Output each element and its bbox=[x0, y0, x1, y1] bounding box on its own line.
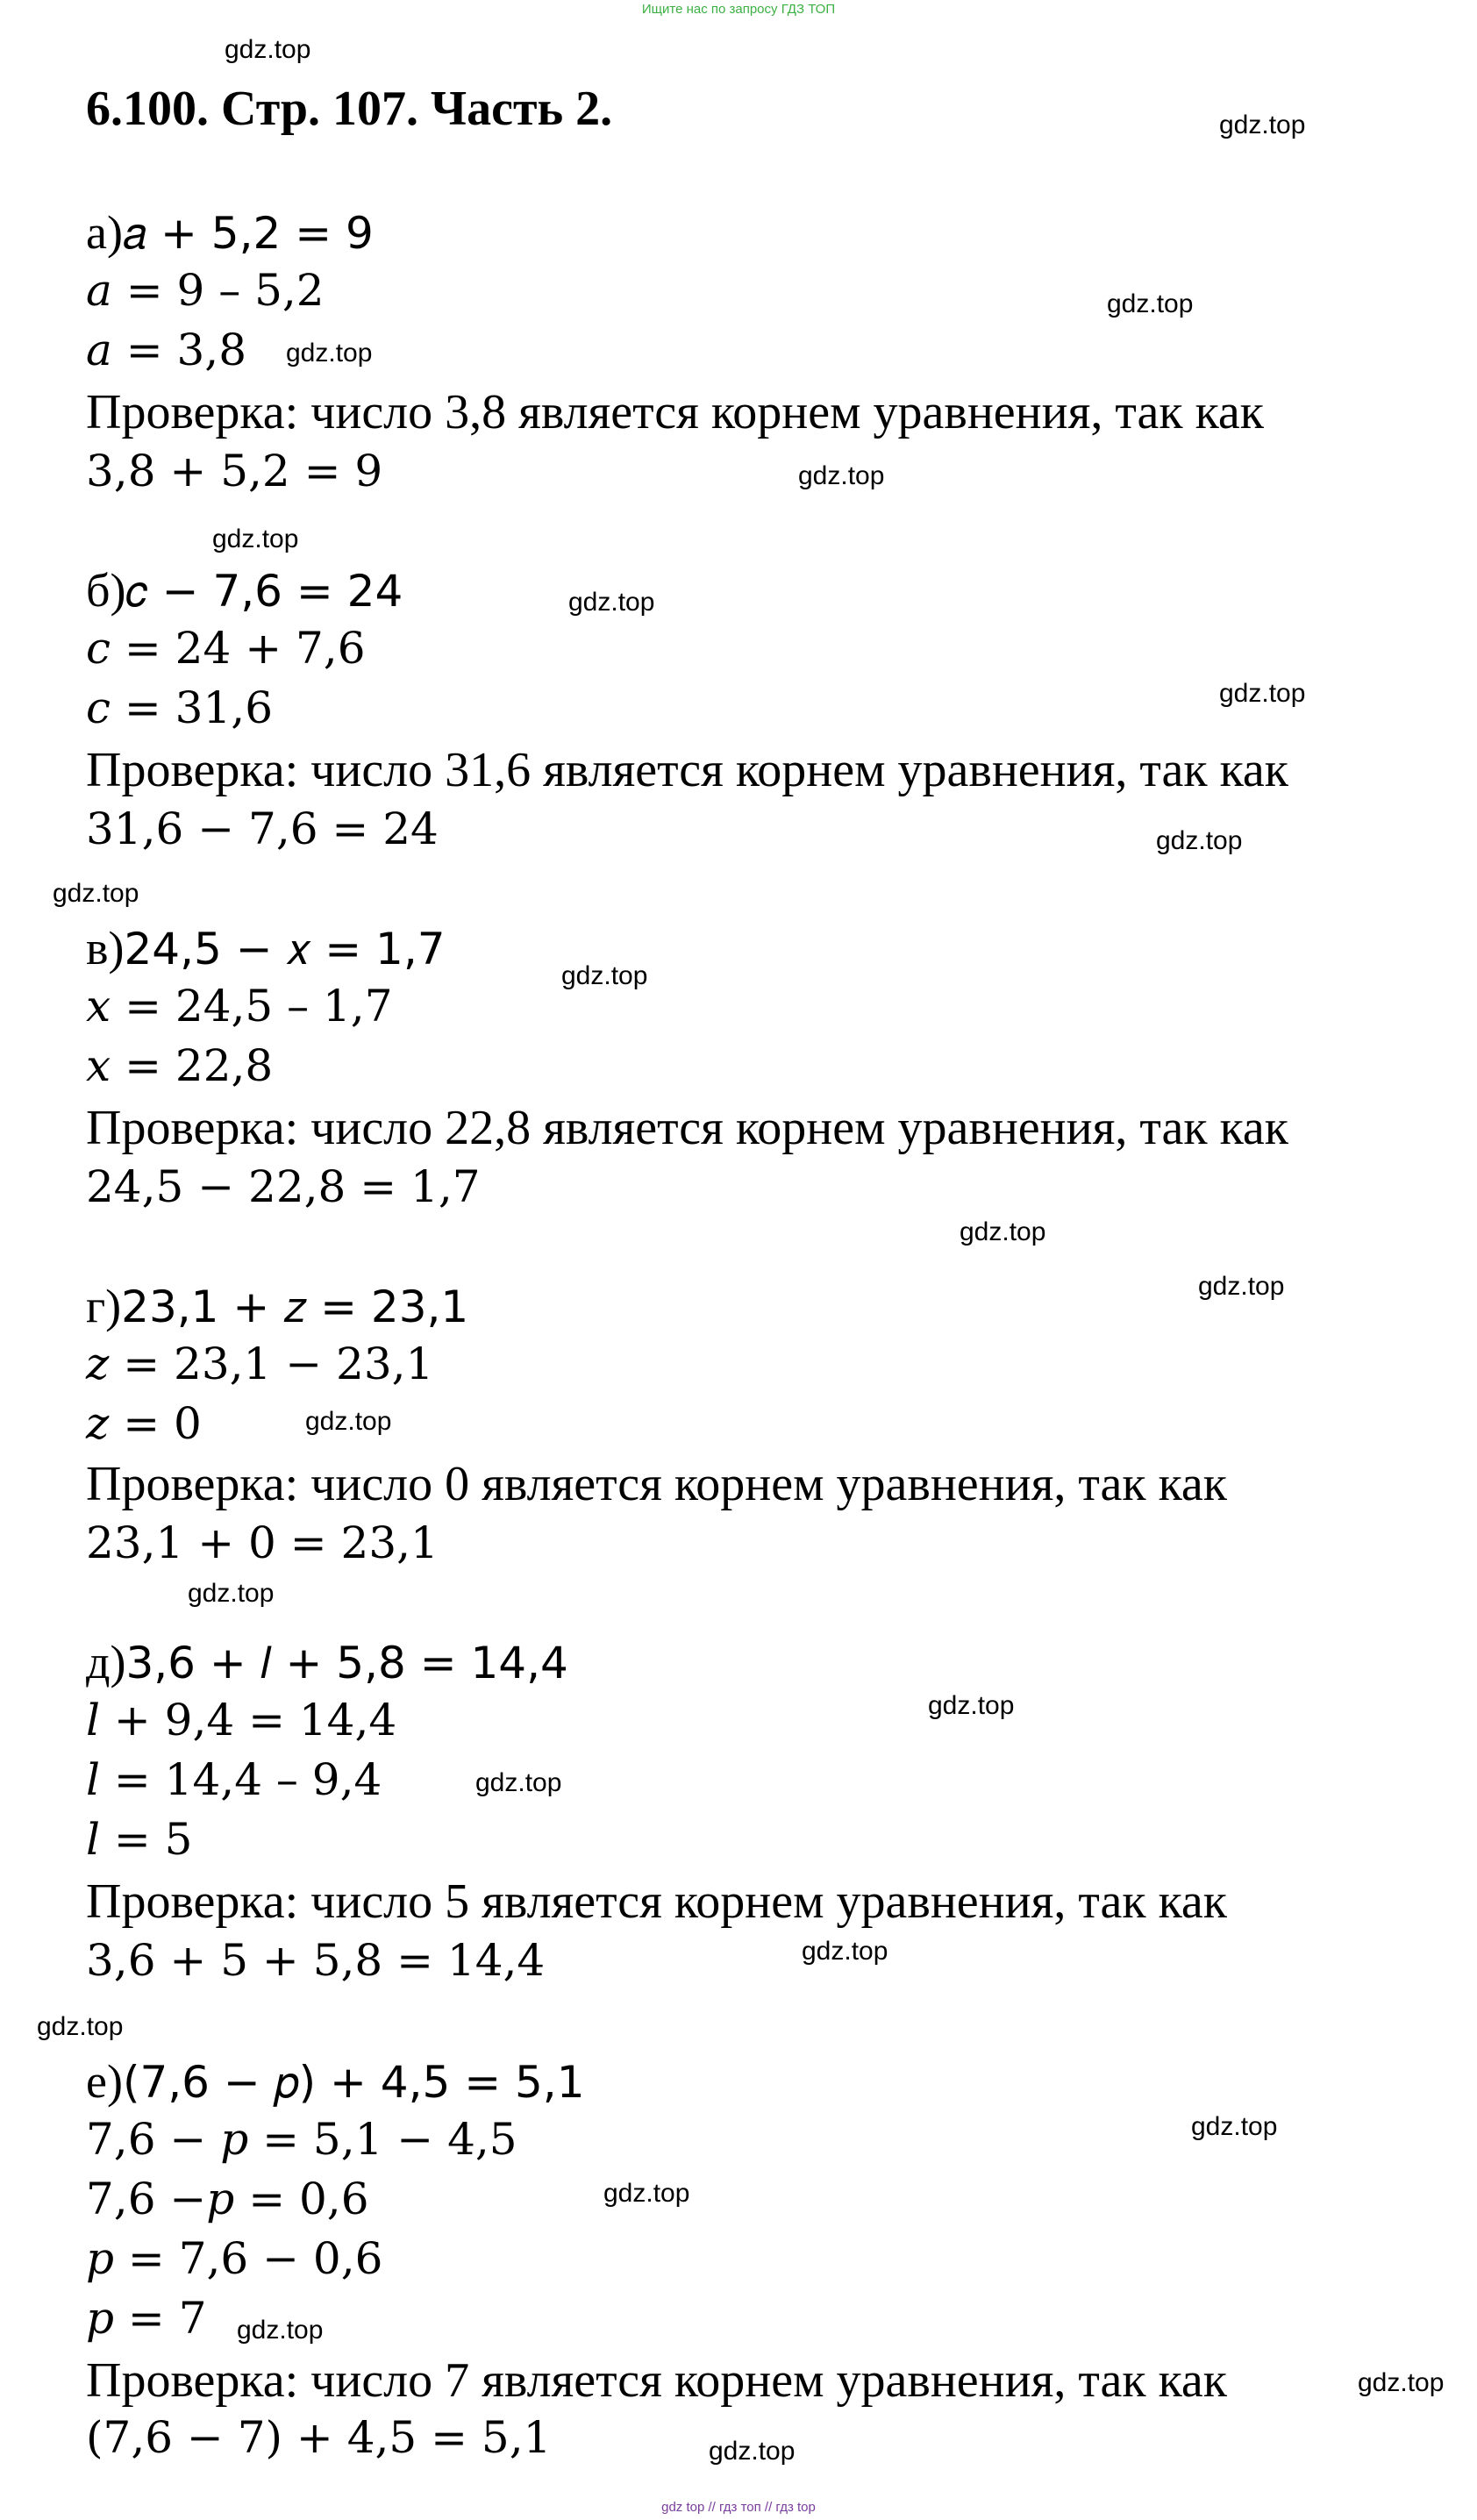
problem-b-equation bbox=[86, 564, 403, 617]
footer-banner[interactable]: gdz top // гдз топ // гдз top bbox=[661, 2500, 816, 2515]
watermark: gdz.top bbox=[212, 525, 299, 553]
check-expression: 3,6 + 5 + 5,8 = 14,4 bbox=[86, 1935, 546, 1986]
watermark: gdz.top bbox=[568, 588, 655, 617]
problem-a-equation bbox=[86, 206, 374, 259]
watermark: gdz.top bbox=[237, 2316, 324, 2345]
page-title: 6.100. Стр. 107. Часть 2. bbox=[86, 82, 613, 136]
problem-c-equation bbox=[86, 924, 446, 972]
equation-step: 24,5 − 𝑥 = 1,7 bbox=[124, 924, 446, 974]
equation-step: (7,6 − 𝑝) + 4,5 = 5,1 bbox=[122, 2057, 585, 2108]
equation-step: 23,1 + 𝑧 = 23,1 bbox=[121, 1281, 469, 1332]
equation-step: 3,6 + 𝑙 + 5,8 = 14,4 bbox=[125, 1638, 568, 1688]
watermark: gdz.top bbox=[286, 339, 373, 368]
header-banner[interactable]: Ищите нас по запросу ГДЗ ТОП bbox=[641, 2, 836, 17]
check-text: Проверка: число 0 является корнем уравнения, так как bbox=[86, 1457, 1227, 1511]
problem-e-equation bbox=[86, 1638, 568, 1686]
check-expression: (7,6 − 7) + 4,5 = 5,1 bbox=[86, 2412, 552, 2463]
equation-step: 𝑎 = 3,8 bbox=[86, 325, 247, 375]
watermark: gdz.top bbox=[960, 1217, 1046, 1246]
watermark: gdz.top bbox=[188, 1579, 275, 1608]
problem-label: д) bbox=[86, 1636, 126, 1688]
check-text: Проверка: число 3,8 является корнем уравнения, так как bbox=[86, 385, 1264, 439]
watermark: gdz.top bbox=[37, 2012, 124, 2041]
equation-step: 𝑥 = 24,5 – 1,7 bbox=[86, 981, 393, 1032]
check-expression: 3,8 + 5,2 = 9 bbox=[86, 446, 383, 496]
watermark: gdz.top bbox=[1156, 826, 1243, 855]
watermark: gdz.top bbox=[1219, 111, 1306, 139]
equation-step: 𝑐 = 31,6 bbox=[86, 682, 274, 733]
check-text: Проверка: число 22,8 является корнем уравнения, так как bbox=[86, 1101, 1288, 1155]
equation-step: 𝑝 = 7,6 − 0,6 bbox=[86, 2233, 383, 2284]
watermark: gdz.top bbox=[802, 1937, 888, 1966]
equation-step: 𝑧 = 0 bbox=[86, 1398, 202, 1449]
watermark: gdz.top bbox=[53, 879, 139, 908]
watermark: gdz.top bbox=[928, 1691, 1015, 1720]
equation-step: 𝑐 = 24 + 7,6 bbox=[86, 623, 366, 674]
watermark: gdz.top bbox=[709, 2437, 796, 2466]
watermark: gdz.top bbox=[561, 961, 648, 990]
watermark: gdz.top bbox=[798, 461, 885, 490]
check-expression: 24,5 − 22,8 = 1,7 bbox=[86, 1161, 481, 1212]
problem-label: а) bbox=[86, 206, 123, 259]
equation-step: 𝑙 + 9,4 = 14,4 bbox=[86, 1695, 397, 1745]
watermark: gdz.top bbox=[1191, 2112, 1278, 2141]
watermark: gdz.top bbox=[1107, 289, 1194, 318]
problem-f-equation bbox=[86, 2055, 585, 2108]
check-text: Проверка: число 7 является корнем уравнения, так как bbox=[86, 2353, 1227, 2408]
equation-step: 𝑝 = 7 bbox=[86, 2293, 207, 2344]
equation-step: 7,6 −𝑝 = 0,6 bbox=[86, 2174, 369, 2224]
watermark: gdz.top bbox=[305, 1407, 392, 1436]
problem-label: в) bbox=[86, 922, 125, 974]
equation-step: 𝑧 = 23,1 − 23,1 bbox=[86, 1339, 434, 1389]
check-expression: 31,6 − 7,6 = 24 bbox=[86, 803, 439, 854]
equation-step: 𝑙 = 14,4 – 9,4 bbox=[86, 1754, 382, 1805]
watermark: gdz.top bbox=[1198, 1272, 1285, 1301]
watermark: gdz.top bbox=[475, 1768, 562, 1797]
check-text: Проверка: число 5 является корнем уравнения, так как bbox=[86, 1874, 1227, 1929]
equation-step: 7,6 − 𝑝 = 5,1 − 4,5 bbox=[86, 2114, 517, 2165]
watermark: gdz.top bbox=[1358, 2368, 1445, 2397]
problem-label: б) bbox=[86, 564, 126, 617]
equation-step: 𝑎 + 5,2 = 9 bbox=[122, 208, 374, 259]
equation-step: 𝑙 = 5 bbox=[86, 1814, 193, 1865]
problem-label: е) bbox=[86, 2055, 123, 2108]
problem-d-equation bbox=[86, 1282, 468, 1330]
watermark: gdz.top bbox=[603, 2179, 690, 2208]
watermark: gdz.top bbox=[1219, 679, 1306, 708]
equation-step: 𝑐 − 7,6 = 24 bbox=[125, 566, 403, 617]
watermark: gdz.top bbox=[225, 35, 311, 64]
equation-step: 𝑎 = 9 – 5,2 bbox=[86, 265, 325, 316]
problem-label: г) bbox=[86, 1280, 122, 1332]
check-expression: 23,1 + 0 = 23,1 bbox=[86, 1517, 439, 1568]
check-text: Проверка: число 31,6 является корнем уравнения, так как bbox=[86, 743, 1288, 797]
equation-step: 𝑥 = 22,8 bbox=[86, 1040, 274, 1091]
